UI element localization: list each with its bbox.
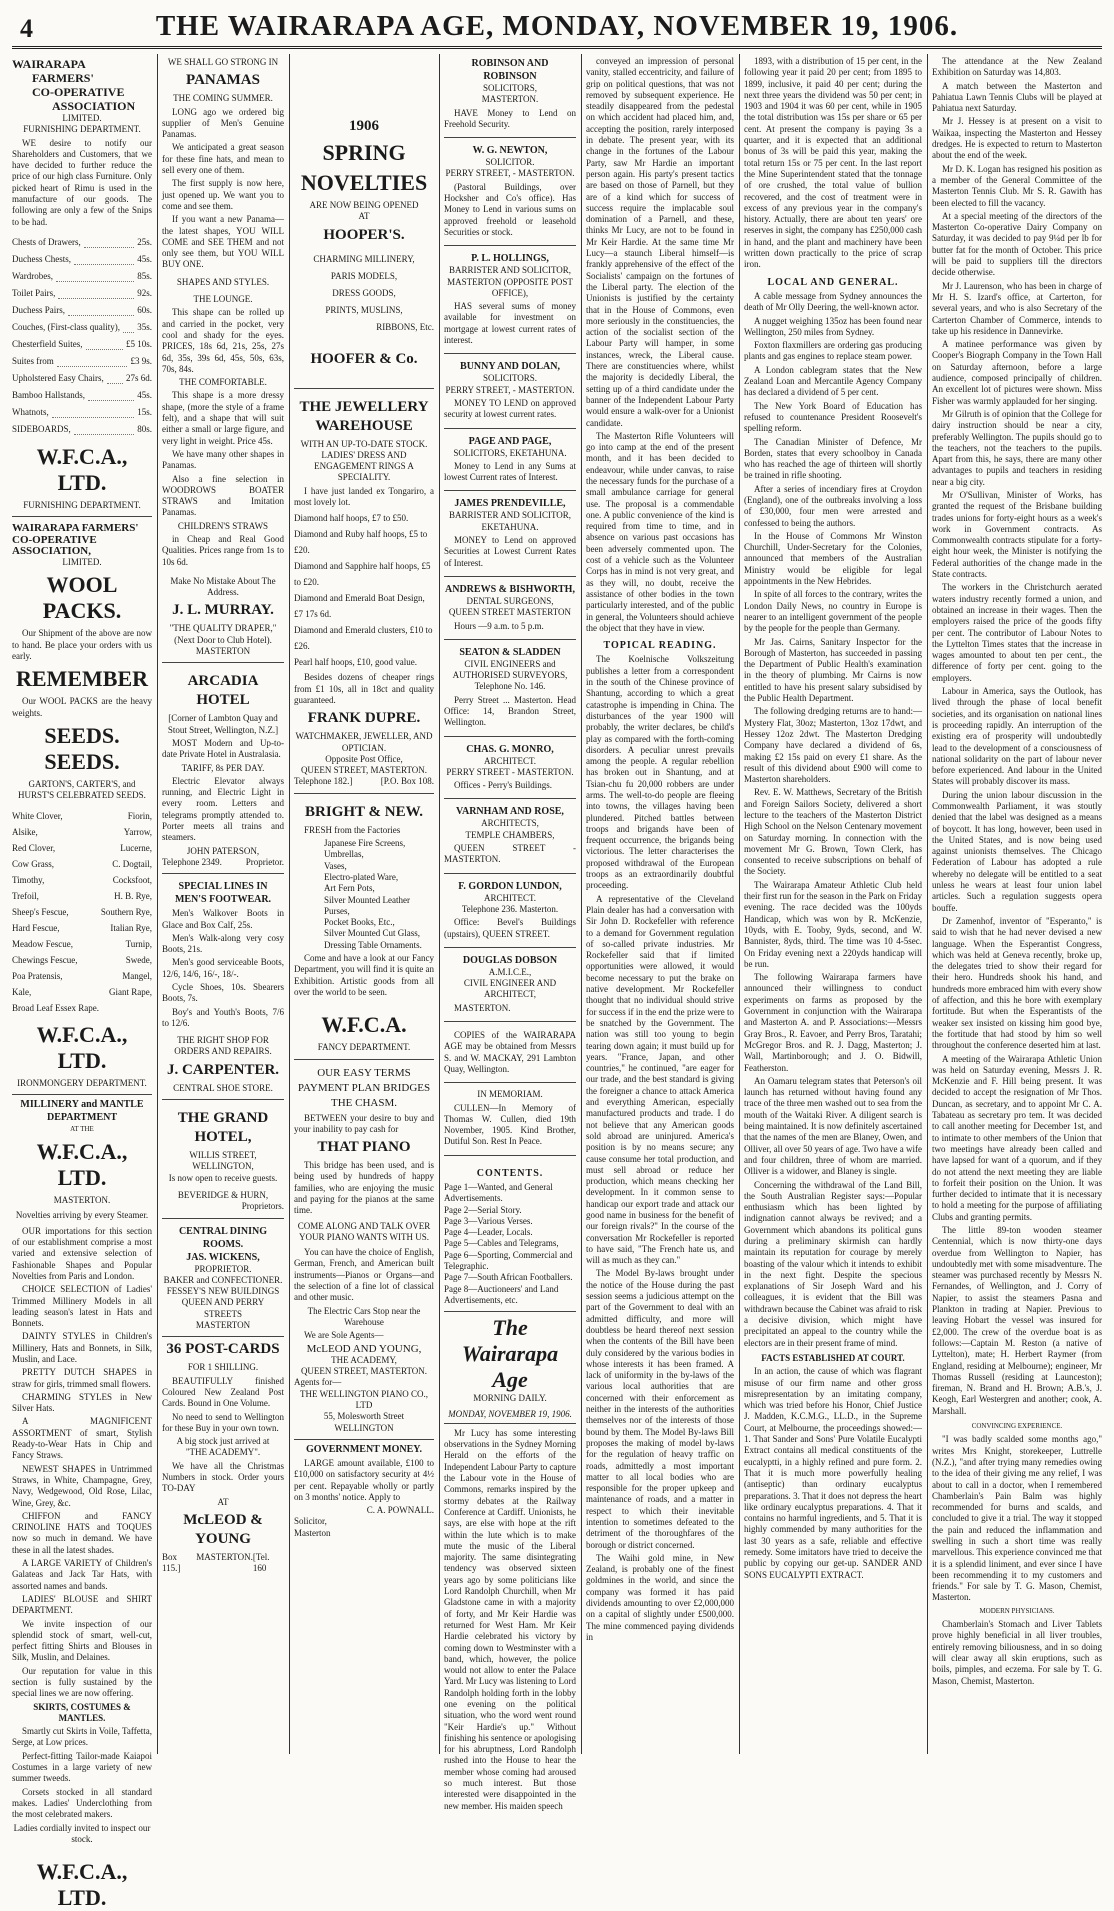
grand-hotel-title: THE GRAND HOTEL, <box>177 1110 269 1146</box>
card-body: HAVE Money to Lend on Freehold Security. <box>444 107 576 129</box>
column-5: conveyed an impression of personal vanity, stalled eccentricity, and failure of grip on political questions, that was not removed by subsequent experience. He steadily disappeared from the pedestal on which accident had placed him, and, accepting the position, rarely interposed in debate. The present year, with its change in the fortunes of the Labour Party, saw Mr Hardie an important person again. His party's present tactics are based on those of Parnell, but they are of a kind which for success of success require the implacable soul domination of a Parnell, and these, thinks Mr Lucy, are not to be found in Mr Keir Hardie. At the same time Mr Lucy—a staunch Liberal himself—is frankly apprehensive of the effect of the Socialists' campaign on the fortunes of the Liberal party. The election of the Unionists is justified by the certainty that in the House of Commons, even more seriously in the constituencies, the action of the socialist section of the Labour Party will hamper, in some instances, wreck, the Liberal cause. There are constituencies where, whilst the majority is decidedly Liberal, the setting up of a third candidate under the banner of the Independent Labour Party would ensure a walk-over for a Unionist candidate. The Masterton Rifle Volunteers will go into camp at the end of the present month, and it has been decided to endeavour, while under canvas, to raise the necessary funds for the purchase of a small ambulance carriage for general use. The proposal is a commendable one. A public convenience of the kind is required from time to time, and in absence on various past occasions has been adversely commented upon. The cost of a vehicle such as the Volunteer Corps has in mind is not very great, and as they will, no doubt, receive the assistance of other bodies in the town particularly interested, and of the public in general, the Volunteers should achieve the object that they have in view. TOPICAL READING. The Koelnische Volkszeitung publishes a letter from a correspondent in the south of the Chinese province of Shantung, according to which a great catastrophe is impending in China. The disturbances of the year 1900 will probably, the writer declares, be child's play as compared with the forth-coming disorders. A peculiar unrest prevails among the people. A regular rebellion has broken out in Shantung, and at Tsian-chu fu 20,000 robbers are under arms. The well-to-do people are fleeing into towns, the villages having been plundered. Pitched battles between troops and brigands have been of frequent occurrence, the brigands being victorious. The letter characterises the proposed withdrawal of the European troops as an extraordinarily doubtful proceeding. A representative of the Cleveland Plain dealer has had a conversation with Sir John D. Rockefeller with reference to a demand for Government regulation of so-called private industries. Mr Rockefeller said that if limited opportunities were allowed, it would become necessary to put the brake on native development. Mr Rockefeller thought that no individual should strive for success if in the end the prize were to be snatched by the Government. The nation was still too young to begin tearing down again; it must build up for years. "France, Japan, and other countries," he continued, "are eager for our trade, and the best standard is giving the foreigner a chance to attack America and everything American, especially manufactured products and trade. I do not believe that any American goods sold abroad are uninjured. America's position is by no means secure; any cause consume her total production, and must sell abroad or reduce her production, which means checking her development. In it common sense to handicap our export trade and attack our good name in business for the benefit of our foreign rivals?" In the course of the conversation Mr Rockefeller is reported to have said, "The French hate us, and will as much as they can." The Model By-laws brought under the notice of the House during the past session seems a judicious attempt on the part of the Government to deal with an admitted difficulty, and more will doubtless be heard thereof next session when the contents of the Bill have been duly considered by the various bodies in whose interests it has been framed. A lack of uniformity in the by-laws of the various local authorities that are concerned with their enforcement as neither in the interests of the authorities themselves nor of the interests of those bound by them. The Model By-laws Bill proposes the making of model by-laws for the regulation of heavy traffic on roads, admittedly a most important matter to all local bodies who are responsible for the proper upkeep and maintenance of roads, and a matter in respect to which their inevitable intention to sometimes defeated to the detriment of the thoroughfares of the borough or district concerned. The Waihi gold mine, in New Zealand, is probably one of the finest goldmines in the world, and since the company was formed it has paid dividends amounting to over £2,000,000 on a capital of slightly under £500,000. The mine commenced paying dividends in <box>586 56 734 1642</box>
local-items <box>744 291 922 1349</box>
news-item: Mr O'Sullivan, Minister of Works, has granted the request of the Brisbane building trades unions for forty-eight hours as a week's work in Government contracts. As Commonwealth contracts stipulate for a forty-eight hour week, the Minister is notifying the Federal authorities of the change made in the State contracts. <box>932 489 1102 580</box>
local-item: A London cablegram states that the New Zealand Loan and Mercantile Agency Company has declared a dividend of 5 per cent. <box>744 364 922 398</box>
price-value: 25s. <box>137 236 152 247</box>
price-item: SIDEBOARDS, <box>12 423 71 434</box>
card-name: P. L. HOLLINGS, <box>471 253 549 265</box>
furnishing-dept: FURNISHING DEPARTMENT. <box>23 499 141 510</box>
card-body: MASTERTON. <box>454 1002 511 1013</box>
price-list <box>12 234 152 438</box>
card-body: Perry Street ... Masterton. Head Office: 14, Brandon Street, Wellington. <box>444 694 576 728</box>
card-role: SOLICITORS, EKETAHUNA. <box>453 447 567 458</box>
price-value: 92s. <box>137 287 152 298</box>
card-body: Offices - Perry's Buildings. <box>454 780 552 791</box>
hoopers-item: RIBBONS, Etc. <box>376 321 434 332</box>
card-body: Money to Lend in any Sums at lowest Current rates of Interest. <box>444 460 576 483</box>
card-role: SOLICITORS. <box>482 373 538 384</box>
ring-item: Diamond and Sapphire half hoops, £5 to £20. <box>294 561 431 588</box>
card-name: ANDREWS & BISHWORTH, <box>445 583 575 595</box>
seed-left: Meadow Fescue, <box>12 938 73 949</box>
column-rule <box>157 54 158 1754</box>
news-item: The workers in the Christchurch aerated waters industry recently formed a union, and obtained an increase in their wages. Then the employers raised the price of the goods fifty per cent. The contributor of Labour Notes to the Lyttelton Times states that the increase in wages amounted to about ten per cent., the difference of forty per cent. going to the employers. <box>932 582 1102 683</box>
card-town: TEMPLE CHAMBERS, <box>465 829 555 840</box>
panamas-title: PANAMAS <box>186 72 260 89</box>
spring-title: SPRING <box>322 140 406 165</box>
price-row <box>12 268 152 285</box>
ring-item: Diamond and Emerald Boat Design, £7 17s 6d. <box>294 593 425 620</box>
seed-row <box>12 984 152 1000</box>
seed-right: Yarrow, <box>123 826 152 837</box>
footwear-item: Men's Walkover Boots in Glace and Box Calf, 25s. <box>162 908 284 930</box>
furnishing-label: FURNISHING DEPARTMENT. <box>23 124 141 135</box>
bright-new-ad: BRIGHT & NEW. FRESH from the Factories Japanese Fire Screens, Umbrellas, Vases, Electro-plated Ware, Art Fern Pots, Silver Mounted Leather Purses, Pocket Books, Etc., Silver Mounted Cut Glass, Dressing Table Ornaments. Come and have a look at our Fancy Department, you will find it is quite an Exhibition. Artistic goods from all over the world to be seen. W.F.C.A. FANCY DEPARTMENT. <box>294 797 434 1060</box>
price-value: 80s. <box>137 423 152 434</box>
card-town: MASTERTON (OPPOSITE POST OFFICE), <box>447 276 573 298</box>
column-4: ROBINSON AND ROBINSON SOLICITORS, MASTERTON. HAVE Money to Lend on Freehold Security. W. G. NEWTON, SOLICITOR. PERRY STREET, - MASTERTON. (Pastoral Buildings, over Hocksher and Co's office). Has Money to Lend in various sums on approved freehold or leasehold Securities or stock. P. L. HOLLINGS, BARRISTER AND SOLICITOR, MASTERTON (OPPOSITE POST OFFICE), HAS several sums of money available for investment on mortgage at lowest current rates of interest. BUNNY AND DOLAN, SOLICITORS. PERRY STREET, - MASTERTON. MONEY TO LEND on approved security at lowest current rates. PAGE AND PAGE, SOLICITORS, EKETAHUNA. Money to Lend in any Sums at lowest Current rates of Interest. JAMES PRENDEVILLE, BARRISTER AND SOLICITOR, EKETAHUNA. MONEY to Lend on approved Securities at Lowest Current Rates of Interest. ANDREWS & BISHWORTH, DENTAL SURGEONS, QUEEN STREET MASTERTON Hours —9 a.m. to 5 p.m. SEATON & SLADDEN CIVIL ENGINEERS and AUTHORISED SURVEYORS, Telephone No. 146. Perry Street ... Masterton. Head Office: 14, Brandon Street, Wellington. CHAS. G. MONRO, ARCHITECT. PERRY STREET - MASTERTON. Offices - Perry's Buildings. VARNHAM AND ROSE, ARCHITECTS, TEMPLE CHAMBERS, QUEEN STREET - MASTERTON. F. GORDON LUNDON, ARCHITECT. Telephone 236. Masterton. Office: Bevel's Buildings (upstairs), QUEEN STREET. DOUGLAS DOBSON A.M.I.C.E., CIVIL ENGINEER AND ARCHITECT, MASTERTON. COPIES of the WAIRARAPA AGE may be obtained from Messrs S. and W. MACKAY, 291 Lambton Quay, Wellington. IN MEMORIAM. CULLEN—In Memory of Thomas W. Cullen, died 19th November, 1905. Kind Brother, Dutiful Son. Rest In Peace. CONTENTS. Page 1—Wanted, and General Advertisements. Page 2—Serial Story. Page 3—Various Verses. Page 4—Leader, Locals. Page 5—Cables and Telegrams, Page 6—Sporting, Commercial and Telegraphic. Page 7—South African Footballers. Page 8—Auctioneers' and Land Advertisements, etc. The Wairarapa Age MORNING DAILY. MONDAY, NOVEMBER 19, 1906. Mr Lucy has some interesting observations in the Sydney Morning Herald on the efforts of the Independent Labour Party to capture the Labour vote in the House of Commons, remarks inspired by the stormy debates at the Railway Conference at Cardiff. Unionists, he says, are else with hope at the rift within the lute which is to make mute the music of the Liberal majority. The same disintegrating tendency was observed sixteen years ago by some politicians like Lord Randolph Churchill, when Mr Gladstone came in with a majority of forty, and Mr Keir Hardie was returned for West Ham. Mr Keir Hardie celebrated his victory by coming down to Westminster with a band, which, however, the police would not allow to enter the Palace Yard. Mr Lucy was listening to Lord Randolph holding forth in the lobby one evening on the political situation, who the word went round "Keir Hardie's up." Without finishing his sentence or apologising for his abruptness, Lord Randolph rushed into the House to hear the member whose coming had aroused so much interest. But those interested were disappointed in the new member. His maiden speech <box>444 54 576 1754</box>
col7-items <box>932 56 1102 1417</box>
seed-right: Swede, <box>125 954 152 965</box>
seed-row <box>12 936 152 952</box>
millinery-list <box>12 1284 152 1616</box>
price-row <box>12 421 152 438</box>
local-item: In the House of Commons Mr Winston Churchill, Under-Secretary for the Colonies, announced that members of the Australian Ministry would be eligible for legal appointments in the New Hebrides. <box>744 530 922 587</box>
card-role: SOLICITOR. <box>485 157 535 168</box>
price-item: Couches, (First-class quality), <box>12 321 120 332</box>
contents-item: Page 4—Leader, Locals. <box>444 1227 533 1238</box>
price-item: Wardrobes, <box>12 270 54 281</box>
seed-right: Giant Rape, <box>109 986 152 997</box>
grand-hotel-ad: THE GRAND HOTEL, WILLIS STREET, WELLINGTON, Is now open to receive guests. BEVERIDGE & HURN, Proprietors. <box>162 1103 284 1218</box>
dupre-title: FRANK DUPRE. <box>307 710 421 727</box>
price-item: Suites from <box>12 355 54 366</box>
price-item: Duchess Pairs, <box>12 304 65 315</box>
seed-row <box>12 824 152 840</box>
price-row <box>12 353 152 370</box>
fresh-item: Dressing Table Ornaments. <box>324 939 422 950</box>
seeds-title: SEEDS. SEEDS. <box>44 722 120 774</box>
footwear-ad: SPECIAL LINES IN MEN'S FOOTWEAR. Men's Walkover Boots in Glace and Box Calf, 25s. Men's Walk-along very cosy Boots, 21s. Men's good serviceable Boots, 12/6, 14/6, 16/-, 18/-. Cycle Shoes, 10s. Sbearers Boots, 7s. Boy's and Youth's Boots, 7/6 to 12/6. THE RIGHT SHOP FOR ORDERS AND REPAIRS. J. CARPENTER. CENTRAL SHOE STORE. <box>162 877 284 1100</box>
footwear-item: Men's Walk-along very cosy Boots, 21s. <box>162 932 284 955</box>
price-row <box>12 370 152 387</box>
furnishing-body: WE desire to notify our Shareholders and Customers, that we have decided to further reduce the price of our high class Furniture. Only picked heart of Rimu is used in the manufacture of our goods. The following are only a few of the Snips to be had. <box>12 137 152 227</box>
newspaper-title: THE WAIRARAPA AGE, MONDAY, NOVEMBER 19, 1906. <box>155 10 959 42</box>
millinery-item: CHIFFON and FANCY CRINOLINE HATS and TOQUES now so much in demand. We have these in all the latest shades. <box>12 1510 152 1555</box>
professional-cards <box>444 54 576 1022</box>
card-role: ARCHITECTS, <box>481 818 539 829</box>
news-item: A meeting of the Wairarapa Athletic Union was held on Saturday evening, Messrs J. R. McKenzie and F. Hill being present. It was decided to accept the resignation of Mr Thos. Duncan, as secretary, and to appoint Mr C. A. Tabateau as secretary pro tem. It was decided to call another meeting for December 1st, and to intimate to other members of the Union that two meetings have already been called and have lapsed for want of a quorum, and if they do not attend the next meeting they are liable to forfeit their position on the Union. It was further decided to intimate that it is necessary to hold a meeting for the purpose of affiliating Clubs and granting permits. <box>932 1053 1102 1222</box>
piano-ad: OUR EASY TERMS PAYMENT PLAN BRIDGES THE CHASM. BETWEEN your desire to buy and your inability to pay cash for THAT PIANO This bridge has been used, and is being used by hundreds of happy families, who are enjoying the music and paying for the pianos at the same time. COME ALONG AND TALK OVER YOUR PIANO WANTS WITH US. You can have the choice of English, German, French, and American built instruments—Pianos or Organs—and the selection of a fine lot of classical and other music. The Electric Cars Stop near the Warehouse We are Sole Agents— McLEOD AND YOUNG, THE ACADEMY, QUEEN STREET, MASTERTON. Agents for— THE WELLINGTON PIANO CO., LTD 55, Molesworth Street WELLINGTON <box>294 1063 434 1440</box>
price-value: 35s. <box>137 321 152 332</box>
novelties-title: NOVELTIES <box>300 170 428 195</box>
price-value: 45s. <box>137 389 152 400</box>
card-name: ROBINSON AND ROBINSON <box>471 58 549 82</box>
professional-card <box>444 432 576 492</box>
panamas-ad: WE SHALL GO STRONG IN PANAMAS THE COMING SUMMER. LONG ago we ordered big supplier of Men's Genuine Panamas. We anticipated a great season for these fine hats, and mean to sell every one of them. The first supply is now here, just opened up. We want you to come and see them. If you want a new Panama—the latest shapes, YOU WILL COME and SEE THEM and not only see them, but YOU WILL BUY ONE. SHAPES AND STYLES. THE LOUNGE. This shape can be rolled up and carried in the pocket, very cool and shady for the eyes. PRICES, 18s 6d, 21s, 25s, 27s 6d, 35s, 39s 6d, 45s, 50s, 63s, 70s, 84s. THE COMFORTABLE. This shape is a more dressy shape, (more the style of a frame felt), and a shape that will suit either a small or large figure, and very light in weight. Price 45s. We have many other shapes in Panamas. Also a fine selection in WOODROWS BOATER STRAWS and Imitation Panamas. CHILDREN'S STRAWS in Cheap and Real Good Qualities. Prices range from 1s to 10s 6d. Make No Mistake About The Address. J. L. MURRAY. "THE QUALITY DRAPER," (Next Door to Club Hotel). MASTERTON <box>162 54 284 663</box>
copies-notice: COPIES of the WAIRARAPA AGE may be obtained from Messrs S. and W. MACKAY, 291 Lambton Quay, Wellington. <box>444 1025 576 1083</box>
leader-dots <box>74 421 134 435</box>
card-town: PERRY STREET - MASTERTON. <box>446 766 574 777</box>
memoriam-notice: IN MEMORIAM. CULLEN—In Memory of Thomas W. Cullen, died 19th November, 1905. Kind Brother, Dutiful Son. Rest In Peace. <box>444 1086 576 1155</box>
card-town: MASTERTON. <box>481 94 539 105</box>
masthead <box>0 0 1114 50</box>
postcards-ad: 36 POST-CARDS FOR 1 SHILLING. BEAUTIFULLY finished Coloured New Zealand Post Cards. Bound in One Volume. No need to send to Wellington for these Buy in your own town. A big stock just arrived at "THE ACADEMY". We have all the Christmas Numbers in stock. Order yours TO-DAY AT McLEOD & YOUNG Box 115.] MASTERTON. [Tel. 160 <box>162 1341 284 1574</box>
murray-title: J. L. MURRAY. <box>172 602 274 619</box>
leader-dots <box>86 336 123 350</box>
wfca-furnishing-ad <box>12 54 152 517</box>
limited-label: LIMITED. <box>62 113 102 123</box>
news-item: Mr Gilruth is of opinion that the College for dairy instruction should be near a city, preferably Wellington. The pupils should go to the teachers, not the teachers to the pupils. Apart from this, he says, there are many other advantages to pupils and teachers in residing near a big city. <box>932 408 1102 487</box>
seed-list <box>12 808 152 1016</box>
local-item: A nugget weighing 135oz has been found near Wellington, 250 miles from Sydney. <box>744 315 922 337</box>
local-general-heading: LOCAL AND GENERAL. <box>767 276 899 288</box>
card-name: PAGE AND PAGE, <box>468 435 552 447</box>
leader-dots <box>52 404 134 418</box>
seed-row <box>12 920 152 936</box>
millinery-item: PRETTY DUTCH SHAPES in straw for girls, trimmed small flowers. <box>12 1367 152 1389</box>
contents-item: Page 8—Auctioneers' and Land Advertisements, etc. <box>444 1283 559 1305</box>
leader-dots <box>107 370 123 384</box>
local-item: Concerning the withdrawal of the Land Bill, the South Australian Register says:—Popular enthusiasm which has been lighted by indignation cannot always be revived; and a Government which abandons its political guns during a preliminary skirmish can hardly maintain its reputation for courage by merely boasting of the valour which it intends to exhibit in the next fight. Despite the specious explanations of Sir Joseph Ward and his colleagues, it is evident that the Bill was withdrawn because the Cabinet was afraid to risk a decisive division, which might have precipitated an appeal to the country while the electors are in their present frame of mind. <box>744 1179 922 1348</box>
seed-row <box>12 840 152 856</box>
arcadia-title: ARCADIA HOTEL <box>187 673 259 709</box>
price-item: Toilet Pairs, <box>12 287 56 298</box>
local-item: Rev. E. W. Matthews, Secretary of the British and Foreign Sailors Society, delivered a short lecture to the teachers of the Masterton District High School on the Nelson Centenary movement on Saturday morning. In connection with the movement Mr G. Brown, Town Clerk, has consented to receive subscriptions on behalf of the Society. <box>744 787 922 877</box>
card-role: ARCHITECT. <box>483 755 537 766</box>
column-3 <box>294 54 434 1754</box>
local-item: The Canadian Minister of Defence, Mr Borden, states that every schoolboy in Canada who has reached the age of thirteen will shortly be trained in rifle shooting. <box>744 436 922 481</box>
hoopers-item: DRESS GOODS, <box>332 287 396 298</box>
price-value: 45s. <box>137 253 152 264</box>
seed-left: Kale, <box>12 986 32 997</box>
contents-item: Page 2—Serial Story. <box>444 1204 522 1215</box>
ring-item: Diamond and Emerald clusters, £10 to £26. <box>294 625 433 652</box>
seed-left: Chewings Fescue, <box>12 954 78 965</box>
seed-left: Timothy, <box>12 874 45 885</box>
seed-right: Lucerne, <box>120 842 152 853</box>
leader-article: Mr Lucy has some interesting observations in the Sydney Morning Herald on the efforts of the Independent Labour Party to capture the Labour vote in the House of Commons, remarks inspired by the stormy debates at the Railway Conference at Cardiff. Unionists, he says, are else with hope at the rift within the lute which is to make mute the music of the Liberal majority. The same disintegrating tendency was observed sixteen years ago by some politicians like Lord Randolph Churchill, when Mr Gladstone came in with a majority of forty, and Mr Keir Hardie was returned for West Ham. Mr Keir Hardie celebrated his victory by coming down to Westminster with a band, which, however, the police would not allow to enter the Palace Yard. Mr Lucy was listening to Lord Randolph holding forth in the lobby one evening on the political situation, who the word went round "Keir Hardie's up." Without finishing his sentence or apologising for his abruptness, Lord Randolph rushed into the House to hear the member whose coming had aroused so much interest. But those interested were disappointed in the new member. His maiden speech <box>444 1427 576 1811</box>
footwear-item: Cycle Shoes, 10s. Sbearers Boots, 7s. <box>162 982 284 1004</box>
news-item: The attendance at the New Zealand Exhibition on Saturday was 14,803. <box>932 56 1102 78</box>
arcadia-ad: ARCADIA HOTEL [Corner of Lambton Quay and Stout Street, Wellington, N.Z.] MOST Modern and Up-to-date Private Hotel in Australasia. TARIFF, 8s PER DAY. Electric Elevator always running, and Electric Light in every room. Letters and telegrams promptly attended to. Porter meets all trains and steamers. JOHN PATERSON, Telephone 2349. Proprietor. <box>162 666 284 874</box>
price-row <box>12 251 152 268</box>
professional-card <box>444 643 576 737</box>
professional-card <box>444 740 576 800</box>
card-role: BARRISTER AND SOLICITOR, <box>448 510 572 521</box>
millinery-item: A LARGE VARIETY of Children's Galateas and Jack Tar Hats, with assorted names and bands. <box>12 1558 152 1591</box>
card-name: JAMES PRENDEVILLE, <box>454 498 566 510</box>
price-value: 60s. <box>137 304 152 315</box>
hoopers-item: PRINTS, MUSLINS, <box>325 304 403 315</box>
seed-left: Sheep's Fescue, <box>12 906 69 917</box>
footwear-list <box>162 908 284 1029</box>
footwear-item: Boy's and Youth's Boots, 7/6 to 12/6. <box>162 1006 284 1028</box>
local-item: The following dredging returns are to hand:—Mystery Flat, 30oz; Masterton, 13oz 17dwt, and Hessey 12oz 2dwt. The Masterton Dredging Company have declared a dividend of 6s, making £2 15s paid on every £1 share. As the result of this dividend about £900 will come to Masterton shareholders. <box>744 706 922 785</box>
card-body: QUEEN STREET - MASTERTON. <box>444 843 576 865</box>
card-role: A.M.I.C.E., <box>488 966 532 977</box>
local-item: A cable message from Sydney announces the death of Mr Olly Deering, the well-known actor. <box>744 290 922 313</box>
price-item: Chesterfield Suites, <box>12 338 83 349</box>
millinery-item: LADIES' BLOUSE and SHIRT DEPARTMENT. <box>12 1593 152 1616</box>
hoopers-items <box>294 251 434 336</box>
leader-dots <box>56 268 134 282</box>
price-row <box>12 319 152 336</box>
seed-row <box>12 1000 152 1016</box>
contents: CONTENTS. Page 1—Wanted, and General Advertisements. Page 2—Serial Story. Page 3—Various Verses. Page 4—Leader, Locals. Page 5—Cables and Telegrams, Page 6—Sporting, Commercial and Telegraphic. Page 7—South African Footballers. Page 8—Auctioneers' and Land Advertisements, etc. <box>444 1159 576 1313</box>
seed-row <box>12 872 152 888</box>
price-row <box>12 302 152 319</box>
fresh-item: Japanese Fire Screens, <box>324 838 406 849</box>
card-town: QUEEN STREET MASTERTON <box>448 607 572 618</box>
card-role: SOLICITORS, <box>482 83 538 93</box>
contents-item: Page 3—Various Verses. <box>444 1215 533 1226</box>
ring-item: Pearl half hoops, £10, good value. <box>294 657 417 668</box>
professional-card <box>444 357 576 428</box>
card-town: CIVIL ENGINEER AND ARCHITECT, <box>463 978 557 1000</box>
price-item: Duchess Chests, <box>12 253 71 264</box>
seed-left: Broad Leaf Essex Rape. <box>12 1002 99 1013</box>
seed-right: Italian Rye, <box>110 922 152 933</box>
card-town: Telephone No. 146. <box>474 681 546 692</box>
leader-dots <box>74 251 134 265</box>
seed-left: Red Clover, <box>12 842 56 853</box>
column-rule <box>927 54 928 1754</box>
rings-list <box>294 510 434 670</box>
card-body: HAS several sums of money available for investment on mortgage at lowest current rates of interest. <box>444 301 576 346</box>
wfca-ltd-title-2: W.F.C.A., LTD. <box>36 1021 128 1073</box>
millinery-item: CHOICE SELECTION of Ladies' Trimmed Millinery Models in all leading season's latest in Hats and Bonnets. <box>12 1284 152 1329</box>
fresh-item: Vases, <box>324 860 347 871</box>
price-item: Bamboo Hallstands, <box>12 389 85 400</box>
seed-right: Mangel, <box>122 970 152 981</box>
column-1 <box>12 54 152 1911</box>
contents-list <box>444 1182 576 1306</box>
seed-right: Turnip, <box>125 938 152 949</box>
page-number: 4 <box>20 14 33 43</box>
seed-left: Alsike, <box>12 826 38 837</box>
millinery-item: A MAGNIFICENT ASSORTMENT of smart, Stylish Ready-to-Wear Hats in Chip and Fancy Straws. <box>12 1416 152 1461</box>
professional-card <box>444 951 576 1022</box>
leader-date: MONDAY, NOVEMBER 19, 1906. <box>444 1409 576 1424</box>
seed-right: C. Dogtail, <box>112 858 152 869</box>
card-body: Hours —9 a.m. to 5 p.m. <box>454 620 544 631</box>
hoopers-title: HOOPER'S. <box>323 226 405 243</box>
price-value: 27s 6d. <box>125 372 152 383</box>
price-row <box>12 336 152 353</box>
local-item: In spite of all forces to the contrary, writes the London Daily News, no country in Europe is nearer to an intelligent government of the people by the people for the people than Germany. <box>744 589 922 634</box>
card-role: BARRISTER AND SOLICITOR, <box>448 265 572 276</box>
seed-left: Trefoil, <box>12 890 39 901</box>
contents-item: Page 7—South African Footballers. <box>444 1272 573 1283</box>
jewellery-ad: THE JEWELLERY WAREHOUSE WITH AN UP-TO-DATE STOCK. LADIES' DRESS AND ENGAGEMENT RINGS A SPECIALITY. I have just landed ex Tongariro, a most lovely lot. Diamond half hoops, £7 to £50. Diamond and Ruby half hoops, £5 to £20. Diamond and Sapphire half hoops, £5 to £20. Diamond and Emerald Boat Design, £7 17s 6d. Diamond and Emerald clusters, £10 to £26. Pearl half hoops, £10, good value. Besides dozens of cheaper rings from £1 10s, all in 18ct and quality guaranteed. FRANK DUPRE. WATCHMAKER, JEWELLER, AND OPTICIAN. Opposite Post Office, QUEEN STREET, MASTERTON. Telephone 182.] [P.O. Box 108. <box>294 392 434 794</box>
local-item: An Oamaru telegram states that Peterson's oil launch has returned without having found any trace of the three men washed out to sea from the mouth of the Waitaki River. A diligent search is being maintained. It is now definitely ascertained that the names of the men are Blaney, Owen, and Olliver, all over 50 years of age. Two have a wife and four children, three of whom are married. Olliver is a widower, and Blaney is single. <box>744 1075 922 1177</box>
column-rule <box>289 54 290 1754</box>
news-item: Mr J. Laurenson, who has been in charge of Mr H. S. Izard's office, at Carterton, for several years, and who is also Secretary of the Carterton Chamber of Commerce, intends to take up his residence in Dannevirke. <box>932 280 1102 336</box>
seed-left: Poa Pratensis, <box>12 970 63 981</box>
news-item: Dr Zamenhof, inventor of "Esperanto," is said to wish that he had never devised a new language. When the Esperantist Congress, which was held at Geneva recently, broke up, the delegates tried to show their regard for their hero. Hundreds shook his hand, and hundreds more embraced him with every show of affection, and this he bore with exemplary fortitude. But when the Esperantists of the weaker sex insisted on kissing him good bye, the fortitude that had stood by him so well throughout the conference deserted him at last. <box>932 915 1102 1051</box>
card-name: W. G. NEWTON, <box>472 145 548 157</box>
news-item: The little 89-ton wooden steamer Centennial, which is now thirty-one days overdue from Wellington to Napier, has undoubtedly met with some misadventure. The steamer was purchased recently by Messrs N. Fernandes, of Wellington, and J. Corry of Napier, to assist the steamers Pasna and Plankton in trading at Napier. Previous to leaving Hobart the vessel was insured for £2,000. The crew of the overdue boat is as follows:—Captain M. Reston (a native of Lyttelton), mate; H. Herbert Raymer (from England, residing at Melbourne); engineer, Mr Thomas Russell (residing at Launceston); fireman, N. Brand and H. Brown; A.B.'s, J. Keogh, Earl Westergren and another; cook, A. Marshall. <box>932 1224 1102 1416</box>
column-6: 1893, with a distribution of 15 per cent, in the following year it paid 20 per cent; from 1895 to 1899, inclusive, it paid 40 per cent; during the next three years the dividend was 50 per cent; in 1903 and 1904 it was 60 per cent, while in 1905 the total distribution was 15s per share or 65 per cent. At present the company is paying 3s a quarter, and it is expected that an additional bonus of 3s will be paid this year, making the total return 15s or 75 per cent. In the last report the Mine Superintendent stated that the tonnage of ore crushed, the total value of bullion recovered, and the cost of treatment were in excess of any previous year in the company's history. Actually, there are about ten years' ore reserves in sight, the company has £250,000 cash in hand, and the plant and machinery have been written down practically to the price of scrap iron. LOCAL AND GENERAL. A cable message from Sydney announces the death of Mr Olly Deering, the well-known actor. A nugget weighing 135oz has been found near Wellington, 250 miles from Sydney. Foxton flaxmillers are ordering gas producing plants and gas engines to replace steam power. A London cablegram states that the New Zealand Loan and Mercantile Agency Company has declared a dividend of 5 per cent. The New York Board of Education has refused to countenance President Roosevelt's spelling reform. The Canadian Minister of Defence, Mr Borden, states that every schoolboy in Canada who has reached the age of thirteen will shortly be trained in rifle shooting. After a series of incendiary fires at Croydon (England), one of the outbreaks involving a loss of £30,000, four men were arrested and confessed to being the authors. In the House of Commons Mr Winston Churchill, Under-Secretary for the Colonies, announced that members of the Australian Ministry would be eligible for legal appointments in the New Hebrides. In spite of all forces to the contrary, writes the London Daily News, no country in Europe is nearer to an intelligent government of the people by the people for the people than Germany. Mr Jas. Cairns, Sanitary Inspector for the Borough of Masterton, has succeeded in passing the Department of Public Health's examination in the theory of plumbing. Mr Cairns is now entitled to have his present salary subsidised by the Public Health Department. The following dredging returns are to hand:—Mystery Flat, 30oz; Masterton, 13oz 17dwt, and Hessey 12oz 2dwt. The Masterton Dredging Company have declared a dividend of 6s, making £2 15s paid on every £1 share. As the result of this dividend about £900 will come to Masterton shareholders. Rev. E. W. Matthews, Secretary of the British and Foreign Sailors Society, delivered a short lecture to the teachers of the Masterton District High School on the Nelson Centenary movement on Saturday morning. In connection with the movement Mr G. Brown, Town Clerk, has consented to receive subscriptions on behalf of the Society. The Wairarapa Amateur Athletic Club held their first run for the season in the Park on Friday evening. The race decided was the 100yds Handicap, which was won by R. McKenzie, 10yds, with E. Tooby, 9yds, second, and W. Bannister, 8yds, third. The time was 10 4-5sec. On Friday evening next a 220yds handicap will be run. The following Wairarapa farmers have announced their willingness to conduct experiments on farms as proposed by the Government in conjunction with the Wairarapa and Masterton A. and P. Associations:—Messrs Gray Bros., R. Eavoer, and Perry Bros, Taratahi; McGregor Bros. and R. J. Dagg, Masterton; J. Wall, Martinborough; and J. O. Bidwill, Featherston. An Oamaru telegram states that Peterson's oil launch has returned without having found any trace of the three men washed out to sea from the mouth of the Waitaki River. A diligent search is being maintained. It is now definitely ascertained that the names of the men are Blaney, Owen, and Olliver, all over 50 years of age. Two have a wife and four children, three of whom are married. Olliver is a widower, and Blaney is single. Concerning the withdrawal of the Land Bill, the South Australian Register says:—Popular enthusiasm which has been lighted by indignation cannot always be revived; and a Government which abandons its political guns during a preliminary skirmish can hardly maintain its reputation for courage by merely boasting of the valour which it intends to exhibit in the next fight. Despite the specious explanations of Sir Joseph Ward and his colleagues, it is evident that the Bill was withdrawn because the Cabinet was afraid to risk a decisive division, which might have precipitated an appeal to the country while the electors are in their present frame of mind. FACTS ESTABLISHED AT COURT. In an action, the cause of which was flagrant misuse of our firm name and other gross misrepresentation by an imitating company, which was tried before his Honor, Chief Justice J. Madden, K.C.M.G., LL.D., in the Supreme Court, at Melbourne, the proceedings showed:—1. That Sander and Sons' Pure Volatile Eucalypti Extract contains all medical constituents of the eucalyptti, in a highly refined and pure form. 2. That it is much more powerfully healing (antiseptic) than ordinary eucalyptus preparations. 3. That it does not depress the heart like ordinary eucalyptus preparations. 4. That it contains no harmful ingredients, and 5. That it is highly commended by many authorities for the last 30 years as a safe, reliable and effective remedy. Some imitators have tried to deceive the public by copying our get-up. SANDER AND SONS EUCALYPTI EXTRACT. <box>744 56 922 1580</box>
column-rule <box>739 54 740 1754</box>
price-value: £5 10s. <box>125 338 152 349</box>
card-town: EKETAHUNA. <box>481 521 539 532</box>
hoopers-item: CHARMING MILLINERY, <box>313 253 415 264</box>
seed-row <box>12 808 152 824</box>
price-value: 15s. <box>137 406 152 417</box>
local-item: The Wairarapa Amateur Athletic Club held their first run for the season in the Park on Friday evening. The race decided was the 100yds Handicap, which was won by R. McKenzie, 10yds, with E. Tooby, 9yds, second, and W. Bannister, 8yds, third. The time was 10 4-5sec. On Friday evening next a 220yds handicap will be run. <box>744 879 922 969</box>
fresh-item: Umbrellas, <box>324 849 364 860</box>
local-item: Foxton flaxmillers are ordering gas producing plants and gas engines to replace steam power. <box>744 340 922 362</box>
seed-row <box>12 968 152 984</box>
professional-card <box>444 580 576 640</box>
postcards-title: 36 POST-CARDS <box>166 1341 280 1358</box>
wfca-ltd-title: W.F.C.A., LTD. <box>36 443 128 495</box>
price-row <box>12 387 152 404</box>
leader-dots <box>68 302 134 316</box>
professional-card <box>444 249 576 354</box>
card-name: VARNHAM AND ROSE, <box>456 806 564 818</box>
carpenter-title: J. CARPENTER. <box>166 1061 280 1078</box>
price-value: £3 9s. <box>130 355 152 366</box>
millinery-item: CHARMING STYLES in New Silver Hats. <box>12 1391 152 1414</box>
local-item: The following Wairarapa farmers have announced their willingness to conduct experiments on farms as proposed by the Government in conjunction with the Wairarapa and Masterton A. and P. Associations:—Messrs Gray Bros., R. Eavoer, and Perry Bros, Taratahi; McGregor Bros. and R. J. Dagg, Masterton; J. Wall, Martinborough; and J. O. Bidwill, Featherston. <box>744 972 922 1073</box>
card-town: Telephone 236. Masterton. <box>461 903 559 914</box>
leader-dots <box>58 285 134 299</box>
seed-row <box>12 952 152 968</box>
professional-card <box>444 802 576 873</box>
seed-row <box>12 888 152 904</box>
ring-item: Diamond half hoops, £7 to £50. <box>294 513 409 524</box>
seed-right: Fiorin, <box>127 810 152 821</box>
wfca-ltd-bottom: W.F.C.A., LTD. <box>36 1859 128 1911</box>
professional-card <box>444 141 576 246</box>
professional-card <box>444 54 576 138</box>
seed-row <box>12 856 152 872</box>
card-body: MONEY to Lend on approved Securities at Lowest Current Rates of Interest. <box>444 535 576 568</box>
column-2 <box>162 54 284 1754</box>
news-item: During the union labour discussion in the Commonwealth Parliament, it was stoutly denied that the label was designed as a means of boycott. It has long, however, been used in the United States, and is now being used against unionists themselves. The Chicago Federation of Labour has adopted a rule whereby no delegate will be entitled to a seat unless he wears at least four union label articles. Such a regulation suggests opera bouffe. <box>932 789 1102 913</box>
column-rule <box>581 54 582 1754</box>
card-name: CHAS. G. MONRO, <box>466 743 554 755</box>
card-name: SEATON & SLADDEN <box>459 646 561 658</box>
seed-right: H. B. Rye, <box>114 890 152 901</box>
news-item: Labour in America, says the Outlook, has lived through the phase of local benefit societies, and its organisation on national lines is proceeding rapidly. An interruption of the existing era of prosperity will undoubtedly lead to the development of a consciousness of national solidarity on the part of labour never before experienced. And labour in the United States will probably discover its mass. <box>932 686 1102 787</box>
price-item: Whatnots, <box>12 406 49 417</box>
seed-left: Hard Fescue, <box>12 922 60 933</box>
professional-card <box>444 877 576 948</box>
seed-right: Cocksfoot, <box>112 874 152 885</box>
news-item: Mr D. K. Logan has resigned his position as a member of the General Committee of the Masterton Tennis Club. Mr S. R. Gawith has been elected to fill the vacancy. <box>932 163 1102 208</box>
news-item: At a special meeting of the directors of the Masterton Co-operative Dairy Company on Saturday, it was decided to pay 9¼d per lb for butter fat for the month of October. This price will be paid to suppliers till the directors decide otherwise. <box>932 210 1102 278</box>
jewellery-title: THE JEWELLERY WAREHOUSE <box>299 398 429 434</box>
govt-money-ad: GOVERNMENT MONEY. LARGE amount available, £100 to £10,000 on satisfactory security at 4½ per cent. Repayable wholly or partly on 3 months' notice. Apply to C. A. POWNALL. Solicitor, Masterton <box>294 1443 434 1538</box>
professional-card <box>444 494 576 576</box>
contents-item: Page 5—Cables and Telegrams, <box>444 1238 559 1249</box>
price-item: Upholstered Easy Chairs, <box>12 372 104 383</box>
card-role: ARCHITECT. <box>483 892 537 903</box>
news-item: Mr J. Hessey is at present on a visit to Waikaa, inspecting the Masterton and Hessey dredges. He is expected to return to Masterton about the end of the week. <box>932 116 1102 161</box>
leader-dots <box>88 387 134 401</box>
fresh-item: Silver Mounted Cut Glass, <box>324 928 420 939</box>
local-item: The New York Board of Education has refused to countenance President Roosevelt's spelling reform. <box>744 400 922 434</box>
card-role: DENTAL SURGEONS, <box>466 595 554 606</box>
column-rule <box>439 54 440 1754</box>
remember-title: REMEMBER <box>16 666 148 692</box>
bright-new-title: BRIGHT & NEW. <box>305 803 423 820</box>
wfca-millinery-ad: MILLINERY and MANTLE DEPARTMENT AT THE W.F.C.A., LTD. MASTERTON. Novelties arriving by every Steamer. OUR importations for this section of our establishment comprise a most varied and extensive selection of Fashionable Shapes and Popular Novelties from Paris and London. CHOICE SELECTION of Ladies' Trimmed Millinery Models in all leading season's latest in Hats and Bonnets. DAINTY STYLES in Children's Millinery, Hats and Bonnets, in Silk, Muslin, and Lace. PRETTY DUTCH SHAPES in straw for girls, trimmed small flowers. CHARMING STYLES in New Silver Hats. A MAGNIFICENT ASSORTMENT of smart, Stylish Ready-to-Wear Hats in Chip and Fancy Straws. NEWEST SHAPES in Untrimmed Straws, in White, Champagne, Grey, Navy, Wedgewood, Old Rose, Lilac, Wine, Grey, &c. CHIFFON and FANCY CRINOLINE HATS and TOQUES now so much in demand. We have these in all the latest shades. A LARGE VARIETY of Children's Galateas and Jack Tar Hats, with assorted names and bands. LADIES' BLOUSE and SHIRT DEPARTMENT. We invite inspection of our splendid stock of smart, well-cut, perfect fitting Shirts and Blouses in Silk, Muslin, and Delaines. Our reputation for value in this section is fully sustained by the special lines we are now offering. SKIRTS, COSTUMES & MANTLES. Smartly cut Skirts in Voile, Taffetta, Serge, at Low prices. Perfect-fitting Tailor-made Kaiapoi Costumes in a large variety of new summer tweeds. Corsets stocked in all standard makes. Ladies' Underclothing from the most celebrated makers. Ladies cordially invited to inspect our stock. W.F.C.A., LTD. <box>12 1098 152 1911</box>
local-item: Mr Jas. Cairns, Sanitary Inspector for the Borough of Masterton, has succeeded in passing the Department of Public Health's examination in the theory of plumbing. Mr Cairns is now entitled to have his present salary subsidised by the Public Health Department. <box>744 636 922 704</box>
card-body: MONEY TO LEND on approved security at lowest current rates. <box>444 397 576 420</box>
news-item: A match between the Masterton and Pahiatua Lawn Tennis Clubs will be played at Pahiatua next Saturday. <box>932 80 1102 114</box>
fresh-item: Electro-plated Ware, <box>324 871 399 882</box>
seed-row <box>12 904 152 920</box>
hoopers-item: PARIS MODELS, <box>330 270 398 281</box>
paper-nameplate: The Wairarapa Age <box>461 1315 559 1393</box>
card-name: BUNNY AND DOLAN, <box>460 361 560 373</box>
price-row <box>12 404 152 421</box>
price-row <box>12 234 152 251</box>
wfca-wool-ad: WAIRARAPA FARMERS' CO-OPERATIVE ASSOCIATION, LIMITED. WOOL PACKS. Our Shipment of the above are now to hand. Be place your orders with us early. REMEMBER Our WOOL PACKS are the heavy weights. SEEDS. SEEDS. GARTON'S, CARTER'S, and HURST'S CELEBRATED SEEDS. White Clover, Fiorin, Alsike, Yarrow, Red Clover, Lucerne, Cow Grass, C. Dogtail, Timothy, Cocksfoot, Trefoil, H. B. Rye, Sheep's Fescue, Southern Rye, Hard Fescue, Italian Rye, Meadow Fescue, Turnip, Chewings Fescue, Swede, Poa Pratensis, Mangel, Kale, Giant Rape, Broad Leaf Essex Rape. W.F.C.A., LTD. IRONMONGERY DEPARTMENT. <box>12 520 152 1095</box>
card-body: Office: Bevel's Buildings (upstairs), QUEEN STREET. <box>444 917 576 939</box>
price-value: 85s. <box>137 270 152 281</box>
seed-right: Southern Rye, <box>100 906 152 917</box>
fresh-item: Silver Mounted Leather Purses, <box>324 894 410 916</box>
seed-left: White Clover, <box>12 810 63 821</box>
column-7: The attendance at the New Zealand Exhibition on Saturday was 14,803. A match between the Masterton and Pahiatua Lawn Tennis Clubs will be played at Pahiatua next Saturday. Mr J. Hessey is at present on a visit to Waikaa, inspecting the Masterton and Hessey dredges. He is expected to return to Masterton about the end of the week. Mr D. K. Logan has resigned his position as a member of the General Committee of the Masterton Tennis Club. Mr S. R. Gawith has been elected to fill the vacancy. At a special meeting of the directors of the Masterton Co-operative Dairy Company on Saturday, it was decided to pay 9¼d per lb for butter fat for the month of October. This price will be paid to suppliers till the directors decide otherwise. Mr J. Laurenson, who has been in charge of Mr H. S. Izard's office, at Carterton, for several years, and who is also Secretary of the Carterton Chamber of Commerce, intends to take up his residence in Dannevirke. A matinee performance was given by Cooper's Biograph Company in the Town Hall on Saturday afternoon, before a large audience, composed principally of children. An excellent lot of pictures were shown. Miss Fisher was warmly applauded for her singing. Mr Gilruth is of opinion that the College for dairy instruction should be near a city, preferably Wellington. The pupils should go to the teachers, not the teachers to the pupils. Apart from this, he says, there are many other advantages to pupils and teachers in residing near a big city. Mr O'Sullivan, Minister of Works, has granted the request of the Brisbane building trades unions for forty-eight hours as a week's work in Government contracts. As Commonwealth contracts stipulate for a forty-eight hour week, the Minister is notifying the Federal authorities of the change made in the State contracts. The workers in the Christchurch aerated waters industry recently formed a union, and obtained an increase in their wages. Then the employers raised the price of the goods fifty per cent. The contributor of Labour Notes to the Lyttelton Times states that the increase in wages amounted to about ten per cent., the difference of forty per cent. going to the employers. Labour in America, says the Outlook, has lived through the phase of local benefit societies, and its organisation on national lines is proceeding rapidly. An interruption of the existing era of prosperity will undoubtedly lead to the development of a consciousness of national solidarity on the part of labour never before experienced. And labour in the United States will probably discover its mass. During the union labour discussion in the Commonwealth Parliament, it was stoutly denied that the label was designed as a means of boycott. It has long, however, been used in the United States, and is now being used against unionists themselves. The Chicago Federation of Labour has adopted a rule whereby no delegate will be entitled to a seat unless he wears at least four union label articles. Such a regulation suggests opera bouffe. Dr Zamenhof, inventor of "Esperanto," is said to wish that he had never devised a new language. When the Esperantist Congress, which was held at Geneva recently, broke up, the delegates tried to show their regard for their hero. Hundreds shook his hand, and hundreds more embraced him with every show of affection, and this he bore with exemplary fortitude. But when the Esperantists of the weaker sex insisted on kissing him good bye, the fortitude that had stood by him so well throughout the conference deserted him at last. A meeting of the Wairarapa Athletic Union was held on Saturday evening, Messrs J. R. McKenzie and F. Hill being present. It was decided to accept the resignation of Mr Thos. Duncan, as secretary, and to appoint Mr C. A. Tabateau as secretary pro tem. It was decided to call another meeting for December 1st, and to intimate to other members of the Union that two meetings have already been called and have lapsed for want of a quorum, and if they do not attend the next meeting they are liable to forfeit their position on the Union. It was further decided to intimate that it is necessary to hold a meeting for the purpose of affiliating Clubs and granting permits. The little 89-ton wooden steamer Centennial, which is now thirty-one days overdue from Wellington to Napier, has undoubtedly met with some misadventure. The steamer was purchased recently by Messrs N. Fernandes, of Wellington, and J. Corry of Napier, to assist the steamers Pasna and Plankton in trading at Napier. Previous to leaving Hobart the vessel was insured for £2,000. The crew of the overdue boat is as follows:—Captain M. Reston (a native of Lyttelton), mate; H. Herbert Raymer (from England, residing at Melbourne); engineer, Mr Thomas Russell (residing at Launceston); fireman, N. Brand and H. Brown; A.B.'s, J. Keogh, Earl Westergren and another; cook, A. Marshall. CONVINCING EXPERIENCE. "I was badly scalded some months ago," writes Mrs Knight, storekeeper, Luttrelle (N.Z.), "and after trying many remedies owing to the idea of their giving me any relief, I was about to call in a doctor, when I remembered Chamberlain's Pain Balm was highly recommended for burns and scalds, and concluded to give it a trial. The way it stopped the pain and reduced the inflammation and swelling in such a short time was really marvellous. This experience convinced me that it is a splendid liniment, and ever since I have been recommending it to my customers and friends." For sale by T. G. Mason, Chemist, Masterton. MODERN PHYSICIANS. Chamberlain's Stomach and Liver Tablets prove highly beneficial in all liver troubles, entirely removing biliousness, and in so doing will clear away all skin eruptions, such as boils, pimples, and eczema. For sale by T. G. Mason, Chemist, Masterton. <box>932 56 1102 1686</box>
price-row <box>12 285 152 302</box>
contents-item: Page 6—Sporting, Commercial and Telegraphic. <box>444 1249 573 1272</box>
millinery-item: NEWEST SHAPES in Untrimmed Straws, in White, Champagne, Grey, Navy, Wedgewood, Old Rose, Lilac, Wine, Grey, &c. <box>12 1463 152 1508</box>
piano-title: THAT PIANO <box>317 1139 411 1156</box>
card-name: DOUGLAS DOBSON <box>462 954 558 966</box>
card-town: PERRY STREET, - MASTERTON. <box>445 168 575 179</box>
news-item: A matinee performance was given by Cooper's Biograph Company in the Town Hall on Saturday afternoon, before a large audience, composed principally of children. An excellent lot of pictures were shown. Miss Fisher was warmly applauded for her singing. <box>932 339 1102 406</box>
leader-dots <box>123 319 134 333</box>
masthead-rule <box>12 46 1102 49</box>
footwear-item: Men's good serviceable Boots, 12/6, 14/6, 16/-, 18/-. <box>162 957 284 979</box>
leader-dots <box>84 234 134 248</box>
fresh-item: Art Fern Pots, <box>324 883 375 894</box>
card-name: F. GORDON LUNDON, <box>458 880 562 892</box>
dining-rooms-ad: CENTRAL DINING ROOMS. JAS. WICKENS, PROPRIETOR. BAKER and CONFECTIONER. FESSEY'S NEW BUILDINGS QUEEN AND PERRY STREETS MASTERTON <box>162 1222 284 1338</box>
leader-dots <box>57 353 128 367</box>
fresh-item: Pocket Books, Etc., <box>324 917 395 928</box>
card-town: PERRY STREET, - MASTERTON. <box>445 384 575 395</box>
card-body: (Pastoral Buildings, over Hocksher and Co's office). Has Money to Lend in various sums on approved freehold or leasehold Securities or stock. <box>444 181 576 237</box>
contents-item: Page 1—Wanted, and General Advertisements. <box>444 1182 553 1204</box>
seed-left: Cow Grass, <box>12 858 54 869</box>
card-role: CIVIL ENGINEERS and AUTHORISED SURVEYORS, <box>452 658 568 681</box>
local-item: After a series of incendiary fires at Croydon (England), one of the outbreaks involving a loss of £30,000, four men were arrested and confessed to being the authors. <box>744 483 922 528</box>
wool-packs-title: WOOL PACKS. <box>42 572 122 624</box>
topical-reading-heading: TOPICAL READING. <box>603 640 717 652</box>
hoopers-ad: 1906 SPRING NOVELTIES ARE NOW BEING OPENED AT HOOPER'S. CHARMING MILLINERY, PARIS MODELS, DRESS GOODS, PRINTS, MUSLINS, RIBBONS, Etc. HOOFER & Co. <box>294 54 434 389</box>
wfca-heading: WAIRARAPA FARMERS' CO-OPERATIVE ASSOCIATION <box>12 57 136 113</box>
millinery-item: DAINTY STYLES in Children's Millinery, Hats and Bonnets, in Silk, Muslin, and Lace. <box>12 1331 152 1364</box>
fresh-list <box>294 838 434 951</box>
price-item: Chests of Drawers, <box>12 236 81 247</box>
ring-item: Diamond and Ruby half hoops, £5 to £20. <box>294 529 428 556</box>
